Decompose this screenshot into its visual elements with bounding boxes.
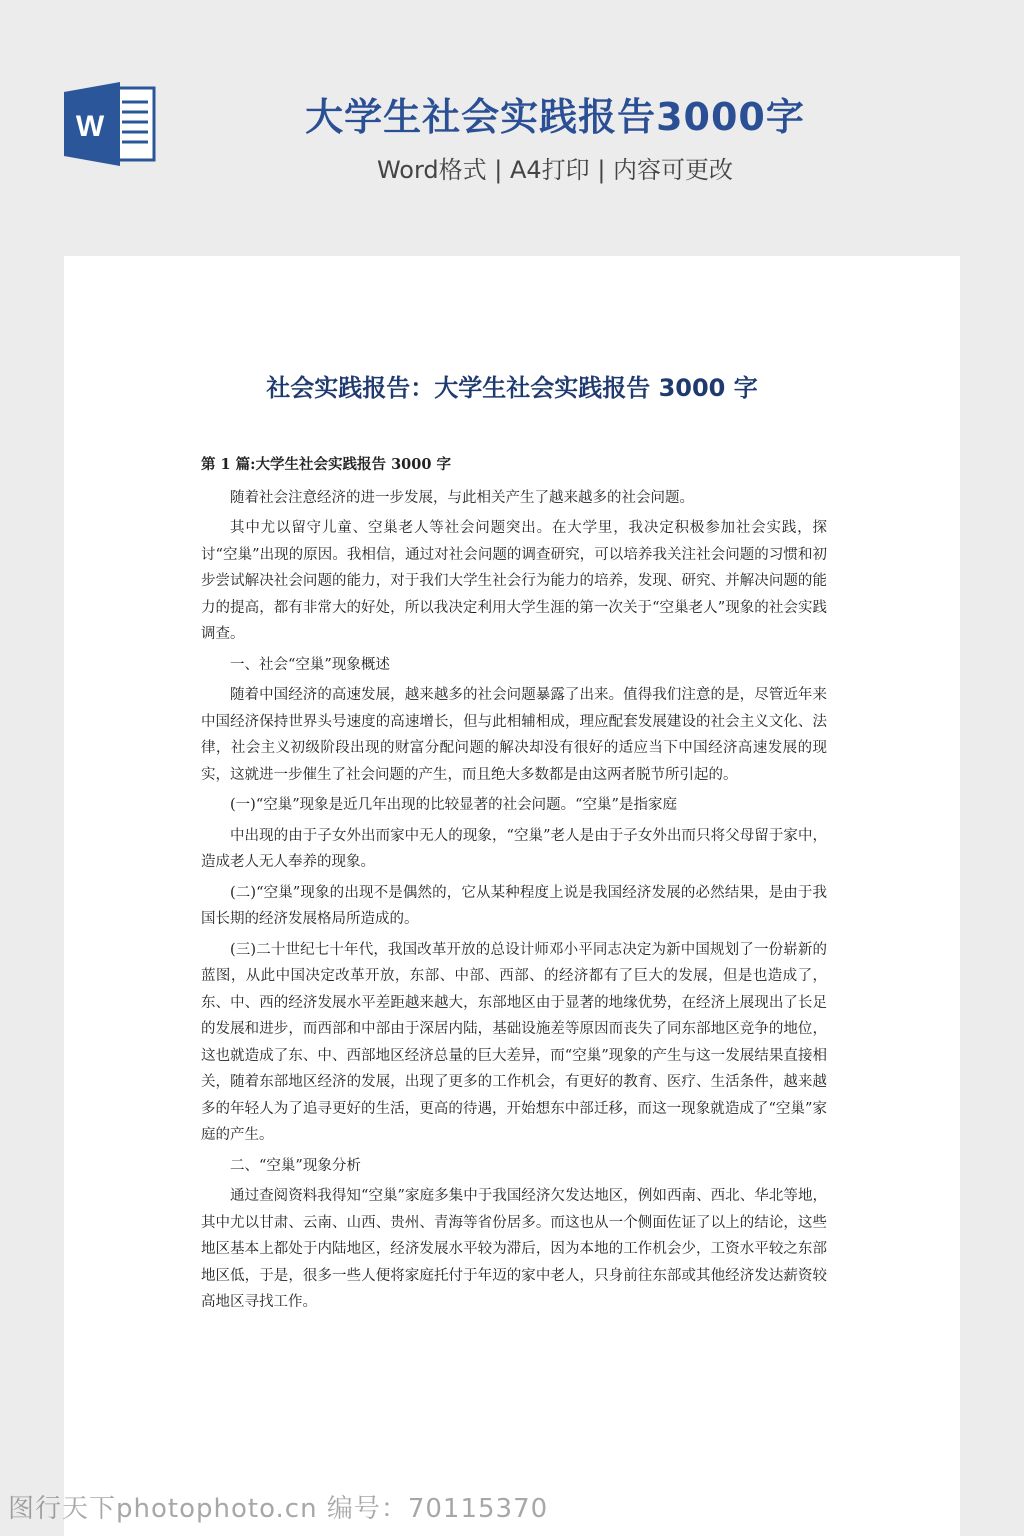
subheading: 一、社会“空巢”现象概述 (230, 656, 390, 673)
paragraph: 随着社会注意经济的进一步发展，与此相关产生了越来越多的社会问题。 (230, 489, 694, 506)
document-page (64, 256, 960, 1536)
paragraph: 随着中国经济的高速发展，越来越多的社会问题暴露了出来。值得我们注意的是，尽管近年来中国经济保持世界头号速度的高速增长，但与此相辅相成，理应配套发展建设的社会主义文化、法律，社会主义初级阶段出现的财富分配问题的解决却没有很好的适应当下中国经济高速发展的现实，这就进一步催生了社会问题的产生，而且绝大多数都是由这两者脱节所引起的。 (201, 687, 827, 783)
subheading: 二、“空巢”现象分析 (230, 1157, 361, 1174)
document-body (201, 452, 827, 1320)
paragraph: (三)二十世纪七十年代，我国改革开放的总设计师邓小平同志决定为新中国规划了一份崭新的蓝图，从此中国决定改革开放，东部、中部、西部、的经济都有了巨大的发展，但是也造成了，东、中、西的经济发展水平差距越来越大，东部地区由于显著的地缘优势，在经济上展现出了长足的发展和进步，而西部和中部由于深居内陆，基础设施差等原因而丧失了同东部地区竞争的地位，这也就造成了东、中、西部地区经济总量的巨大差异，而“空巢”现象的产生与这一发展结果直接相关，随着东部地区经济的发展，出现了更多的工作机会，有更好的教育、医疗、生活条件，越来越多的年轻人为了追寻更好的生活，更高的待遇，开始想东中部迁移，而这一现象就造成了“空巢”家庭的产生。 (201, 941, 827, 1143)
paragraph: (二)“空巢”现象的出现不是偶然的，它从某种程度上说是我国经济发展的必然结果，是由于我国长期的经济发展格局所造成的。 (201, 884, 827, 927)
section-heading: 第 1 篇:大学生社会实践报告 3000 字 (201, 456, 451, 473)
promo-subtitle: Word格式 | A4打印 | 内容可更改 (376, 156, 734, 184)
paragraph: 通过查阅资料我得知“空巢”家庭多集中于我国经济欠发达地区，例如西南、西北、华北等地，其中尤以甘肃、云南、山西、贵州、青海等省份居多。而这也从一个侧面佐证了以上的结论，这些地区基本上都处于内陆地区，经济发展水平较为滞后，因为本地的工作机会少，工资水平较之东部地区低，于是，很多一些人便将家庭托付于年迈的家中老人，只身前往东部或其他经济发达薪资较高地区寻找工作。 (201, 1188, 827, 1310)
promo-header (0, 0, 1024, 250)
word-logo-letter: W (75, 110, 105, 143)
word-document-icon (64, 82, 156, 166)
document-title: 社会实践报告：大学生社会实践报告 3000 字 (266, 374, 758, 402)
promo-title: 大学生社会实践报告3000字 (305, 95, 805, 139)
paragraph: (一)“空巢”现象是近几年出现的比较显著的社会问题。“空巢”是指家庭 (230, 797, 677, 813)
paragraph: 其中尤以留守儿童、空巢老人等社会问题突出。在大学里，我决定积极参加社会实践，探讨“空巢”出现的原因。我相信，通过对社会问题的调查研究，可以培养我关注社会问题的习惯和初步尝试解决社会问题的能力，对于我们大学生社会行为能力的培养，发现、研究、并解决问题的能力的提高，都有非常大的好处，所以我决定利用大学生涯的第一次关于“空巢老人”现象的社会实践调查。 (201, 520, 827, 642)
watermark: 图行天下photophoto.cn 编号：70115370 (8, 1494, 549, 1524)
paragraph: 中出现的由于子女外出而家中无人的现象，“空巢”老人是由于子女外出而只将父母留于家中，造成老人无人奉养的现象。 (201, 827, 827, 870)
